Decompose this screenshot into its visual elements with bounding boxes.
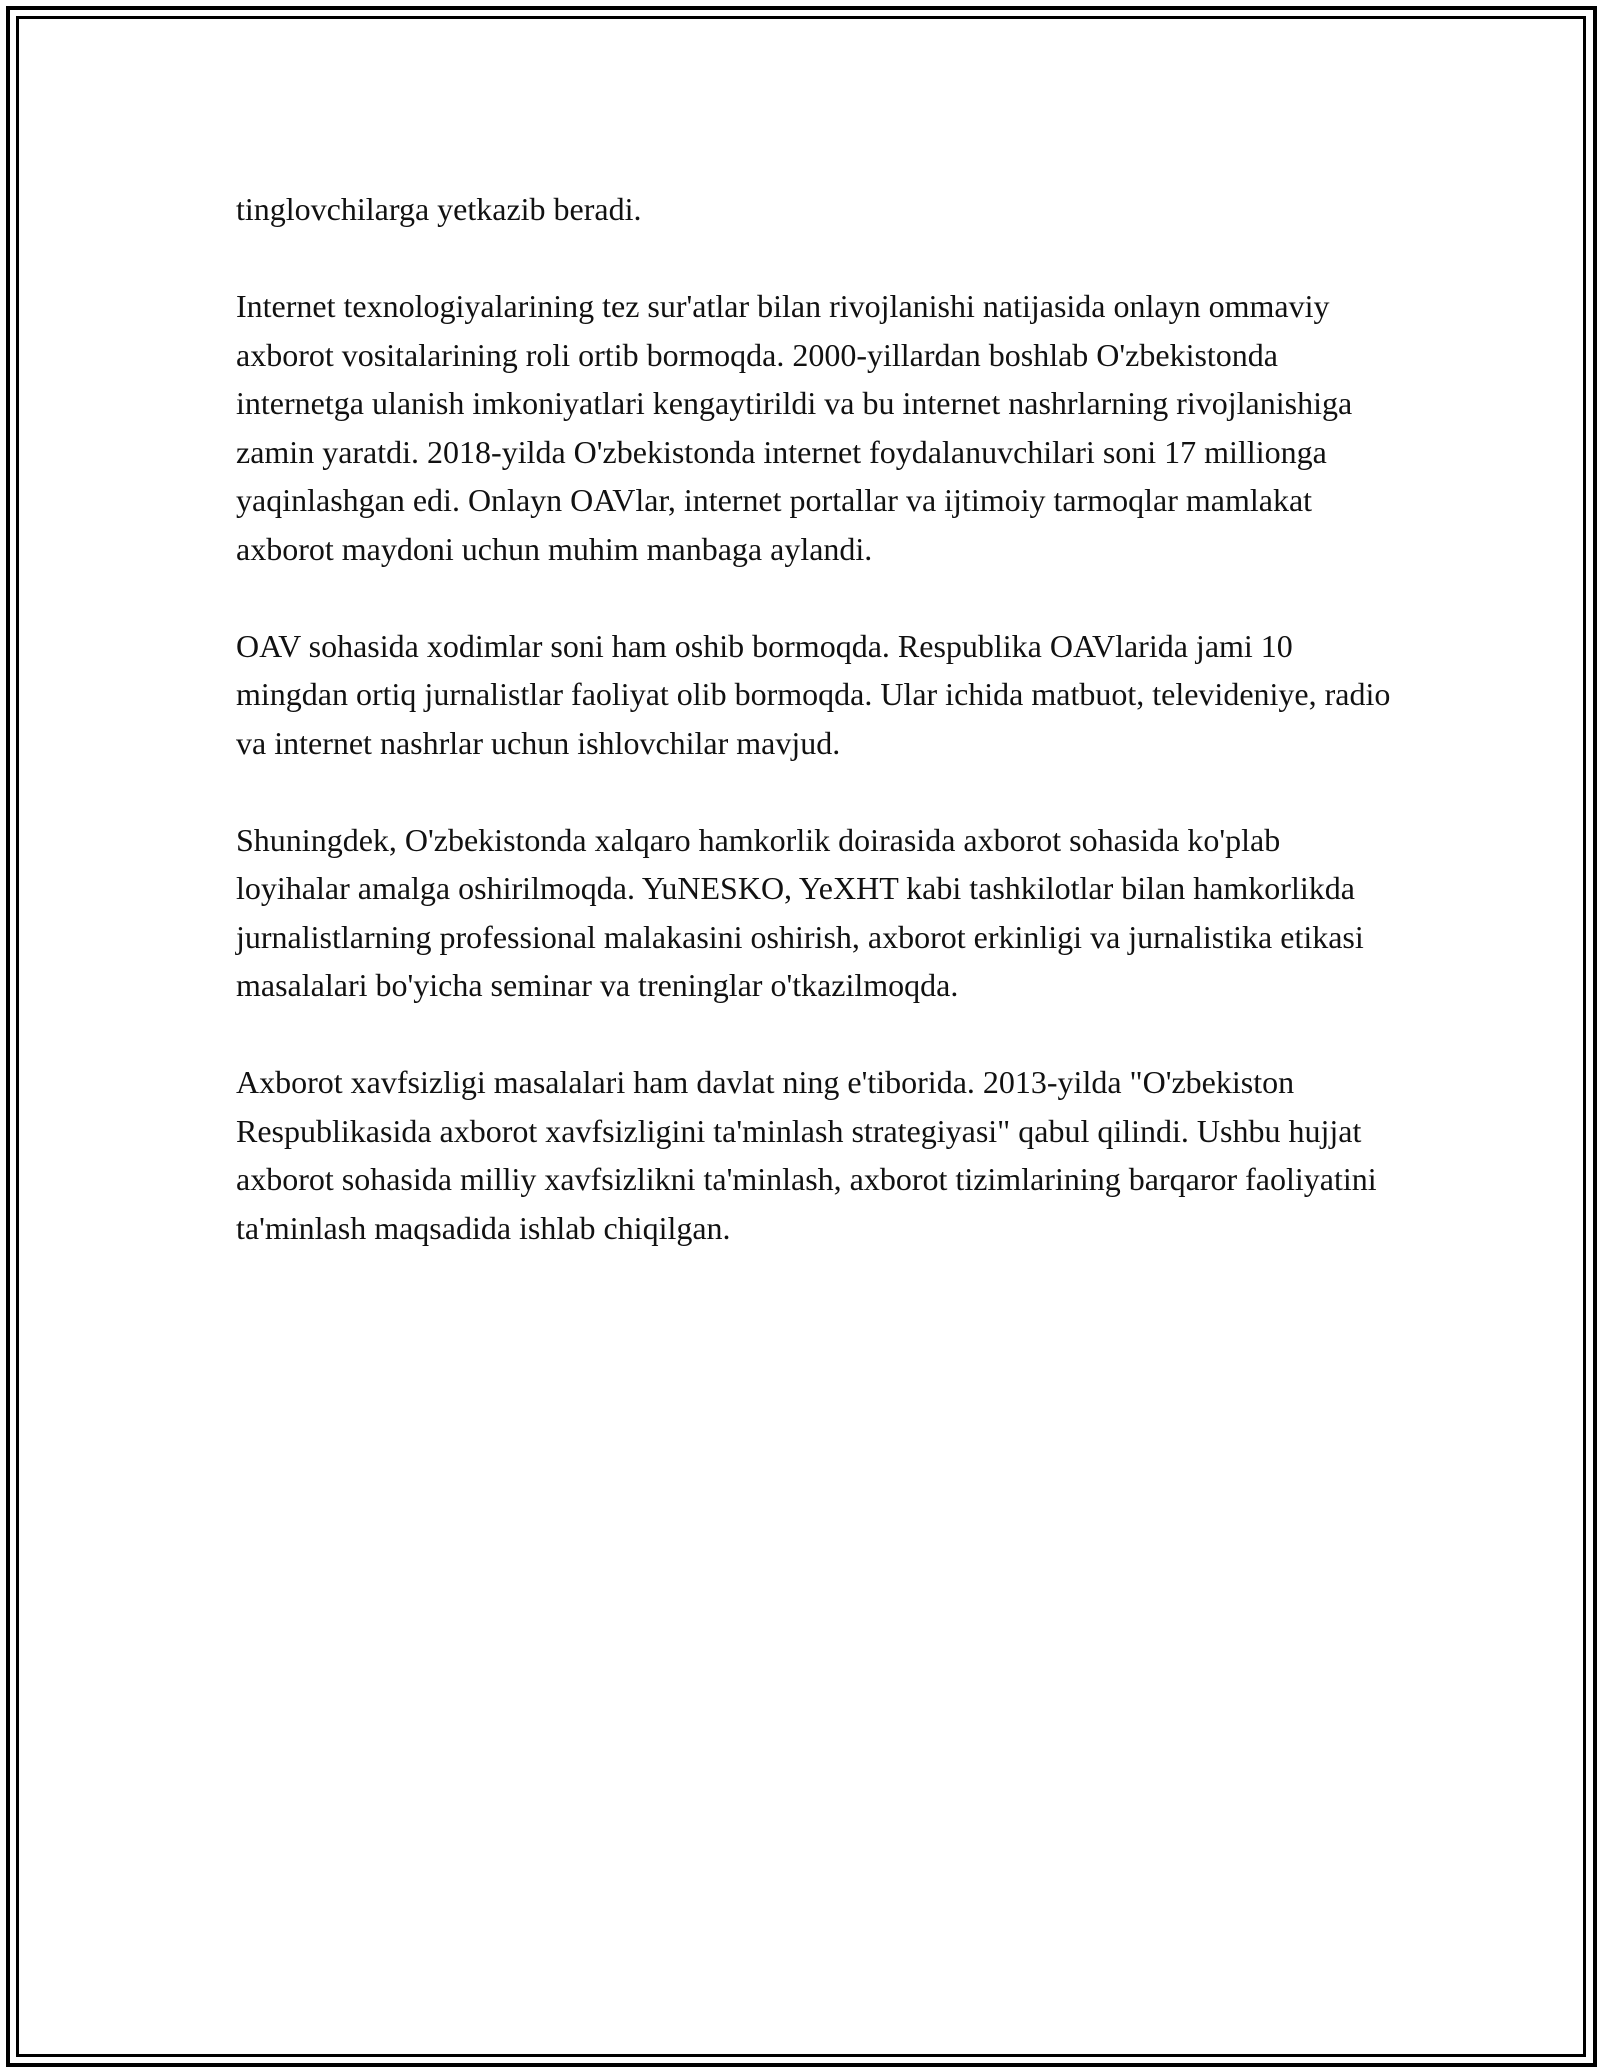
paragraph-online-media: Internet texnologiyalarining tez sur'atlar bilan rivojlanishi natijasida onlayn ommaviy axborot vositalarining roli ortib bormoqda. 2000-yillardan boshlab O'zbekistonda internetga ulanish imkoniyatlari kengaytirildi va bu internet nashrlarning rivojlanishiga zamin yaratdi. 2018-yilda O'zbekistonda internet foydalanuvchilari soni 17 millionga yaqinlashgan edi. Onlayn OAVlar, internet portallar va ijtimoiy tarmoqlar mamlakat axborot maydoni uchun muhim manbaga aylandi. — [236, 288, 1353, 567]
paragraph-media-staff: OAV sohasida xodimlar soni ham oshib bormoqda. Respublika OAVlarida jami 10 mingdan ortiq jurnalistlar faoliyat olib bormoqda. Ular ichida matbuot, televideniye, radio va internet nashrlar uchun ishlovchilar mavjud. — [236, 627, 1391, 761]
paragraph-continuation: tinglovchilarga yetkazib beradi. — [236, 191, 642, 227]
document-body — [236, 185, 1396, 1301]
paragraph-international-cooperation: Shuningdek, O'zbekistonda xalqaro hamkorlik doirasida axborot sohasida ko'plab loyihalar amalga oshirilmoqda. YuNESKO, YeXHT kabi tashkilotlar bilan hamkorlikda jurnalistlarning professional malakasini oshirish, axborot erkinligi va jurnalistika etikasi masalalari bo'yicha seminar va treninglar o'tkazilmoqda. — [236, 821, 1364, 1003]
paragraph-information-security: Axborot xavfsizligi masalalari ham davlat ning e'tiborida. 2013-yilda "O'zbekiston Respublikasida axborot xavfsizligini ta'minlash strategiyasi" qabul qilindi. Ushbu hujjat axborot sohasida milliy xavfsizlikni ta'minlash, axborot tizimlarining barqaror faoliyatini ta'minlash maqsadida ishlab chiqilgan. — [236, 1064, 1377, 1246]
